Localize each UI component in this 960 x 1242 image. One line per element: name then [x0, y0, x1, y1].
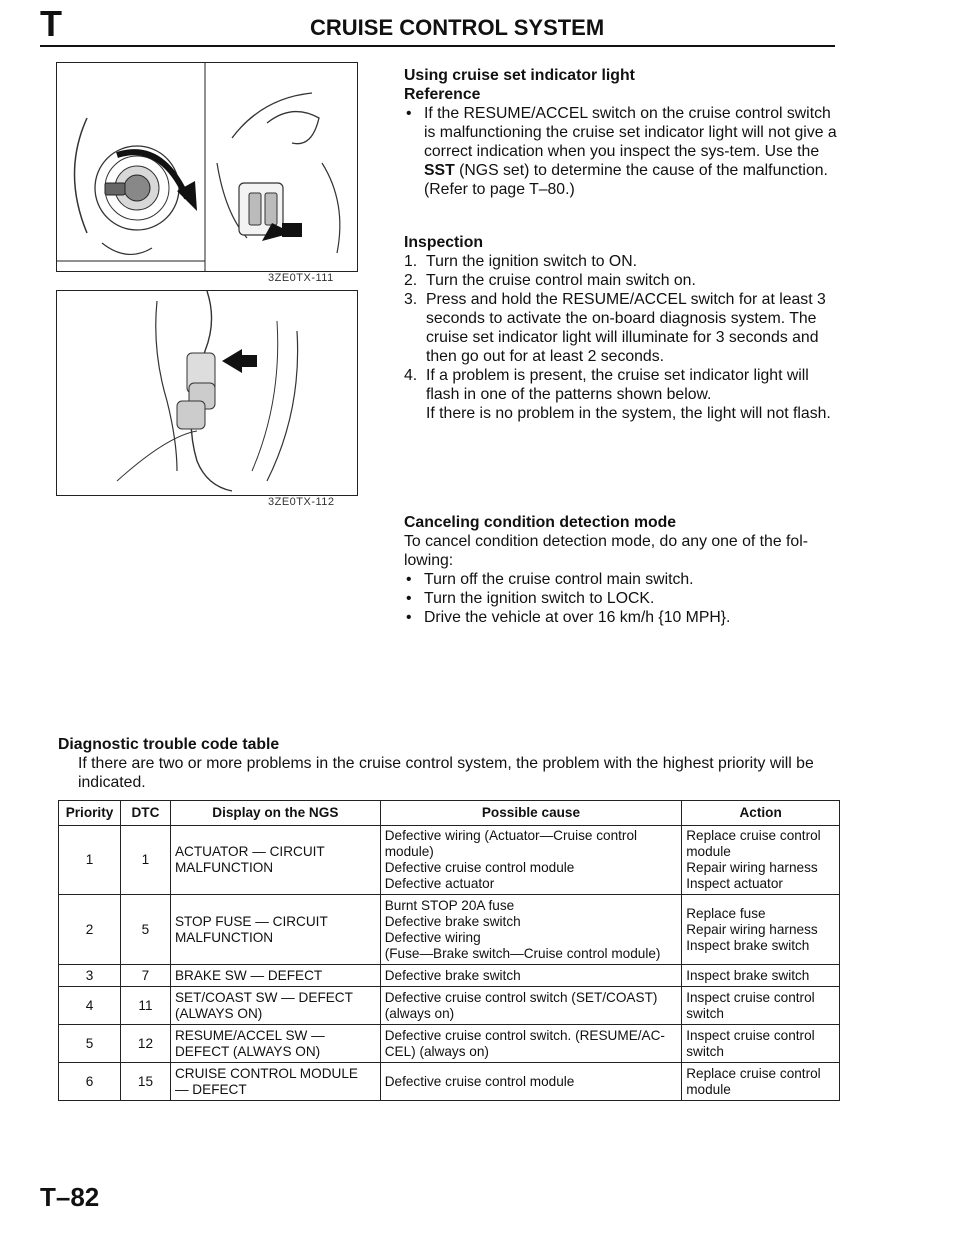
cause-text: Defective cruise control module — [384, 1073, 575, 1089]
ignition-switch-illustration — [57, 63, 357, 271]
column-header: DTC — [120, 801, 170, 826]
display-text: ACTUATOR — CIRCUIT MALFUNCTION — [174, 844, 325, 875]
step-text: Turn the ignition switch to ON. — [426, 253, 638, 270]
step-number: 1. — [404, 253, 418, 270]
display-cell — [170, 826, 380, 895]
step-text: Press and hold the RESUME/ACCEL switch for at least 3 seconds to activate the on-board diagnosis system. The cruise set indicator light will illuminate for 3 seconds and then go out for at least 2 seconds. — [426, 291, 826, 365]
table-row — [59, 1063, 840, 1101]
cause-cell — [380, 1063, 682, 1101]
indicator-section — [404, 66, 844, 199]
cause-text: Defective wiring (Actuator—Cruise control module) Defective cruise control module Defective actuator — [384, 828, 638, 891]
step-text: If a problem is present, the cruise set indicator light will flash in one of the patterns shown below. — [426, 367, 809, 403]
dtc-cell: 5 — [120, 895, 170, 965]
reference-bullet — [404, 104, 844, 180]
steering-wheel-illustration — [57, 291, 357, 495]
action-text: Replace cruise control module — [686, 1065, 821, 1097]
dtc-cell: 1 — [120, 826, 170, 895]
display-text: BRAKE SW — DEFECT — [174, 967, 323, 983]
step-number: 2. — [404, 272, 418, 289]
column-header: Action — [682, 801, 840, 826]
cause-cell — [380, 895, 682, 965]
column-header: Possible cause — [380, 801, 682, 826]
table-row — [59, 987, 840, 1025]
cause-cell — [380, 1025, 682, 1063]
action-cell — [682, 987, 840, 1025]
priority-cell: 1 — [59, 826, 121, 895]
display-cell — [170, 1063, 380, 1101]
display-text: STOP FUSE — CIRCUIT MALFUNCTION — [174, 913, 328, 945]
priority-cell: 3 — [59, 965, 121, 987]
display-cell — [170, 895, 380, 965]
reference-text: If the RESUME/ACCEL switch on the cruise control switch is malfunctioning the cruise set indicator light will not give a correct indication when you inspect the sys-tem. Use the — [424, 105, 837, 160]
dtc-heading: Diagnostic trouble code table — [58, 736, 280, 753]
dtc-intro: If there are two or more problems in the cruise control system, the problem with the highest priority will be indicated. — [78, 755, 814, 791]
action-text: Inspect brake switch — [686, 967, 810, 983]
action-cell — [682, 826, 840, 895]
action-cell — [682, 965, 840, 987]
dtc-cell: 12 — [120, 1025, 170, 1063]
canceling-heading: Canceling condition detection mode — [404, 514, 677, 531]
inspection-section — [404, 233, 844, 423]
header-rule — [40, 45, 835, 47]
display-text: SET/COAST SW — DEFECT (ALWAYS ON) — [174, 989, 353, 1021]
table-row — [59, 965, 840, 987]
cause-text: Defective cruise control switch (SET/COAST) (always on) — [384, 989, 658, 1021]
cause-cell — [380, 987, 682, 1025]
page-number: T–82 — [40, 1182, 100, 1212]
inspection-step — [404, 252, 844, 271]
inspection-heading: Inspection — [404, 234, 483, 251]
step-number: 3. — [404, 291, 418, 308]
refer-note: (Refer to page T–80.) — [424, 181, 575, 198]
dtc-cell: 7 — [120, 965, 170, 987]
cause-text: Burnt STOP 20A fuse Defective brake switch Defective wiring (Fuse—Brake switch—Cruise control module) — [384, 897, 661, 961]
figure-steering-switch — [56, 290, 358, 496]
table-row — [59, 826, 840, 895]
table-row — [59, 1025, 840, 1063]
action-cell — [682, 895, 840, 965]
action-text: Replace fuse Repair wiring harness Inspect brake switch — [686, 905, 818, 953]
priority-cell: 6 — [59, 1063, 121, 1101]
figure-code: 3ZE0TX-111 — [268, 272, 334, 284]
column-header: Priority — [59, 801, 121, 826]
section-letter: T — [40, 3, 62, 44]
action-text: Inspect cruise control switch — [686, 1027, 815, 1059]
action-text: Inspect cruise control switch — [686, 989, 815, 1021]
priority-cell: 2 — [59, 895, 121, 965]
canceling-section — [404, 513, 844, 627]
column-header: Display on the NGS — [170, 801, 380, 826]
priority-cell: 5 — [59, 1025, 121, 1063]
dtc-table — [58, 800, 840, 1101]
display-text: RESUME/ACCEL SW — DEFECT (ALWAYS ON) — [174, 1027, 325, 1059]
action-text: Replace cruise control module Repair wiring harness Inspect actuator — [686, 828, 821, 891]
action-cell — [682, 1063, 840, 1101]
display-cell — [170, 1025, 380, 1063]
step-text: Turn the cruise control main switch on. — [426, 272, 696, 289]
cause-cell — [380, 826, 682, 895]
display-cell — [170, 965, 380, 987]
display-cell — [170, 987, 380, 1025]
priority-cell: 4 — [59, 987, 121, 1025]
table-header-row — [59, 801, 840, 826]
action-cell — [682, 1025, 840, 1063]
cause-text: Defective brake switch — [384, 967, 521, 983]
reference-heading: Reference — [404, 86, 481, 103]
cause-cell — [380, 965, 682, 987]
indicator-heading: Using cruise set indicator light — [404, 67, 635, 84]
figure-code: 3ZE0TX-112 — [268, 496, 335, 508]
inspection-step — [404, 271, 844, 290]
sst-label: SST — [424, 162, 455, 179]
page-title: CRUISE CONTROL SYSTEM — [310, 15, 605, 40]
dtc-cell: 11 — [120, 987, 170, 1025]
step-number: 4. — [404, 367, 418, 384]
dtc-cell: 15 — [120, 1063, 170, 1101]
figure-ignition-and-main-switch — [56, 62, 358, 272]
step-note: If there is no problem in the system, the light will not flash. — [426, 405, 831, 422]
canceling-intro: To cancel condition detection mode, do any one of the fol-lowing: — [404, 533, 808, 569]
canceling-bullet: • Drive the vehicle at over 16 km/h {10 MPH}. — [404, 608, 844, 627]
canceling-bullet: • Turn off the cruise control main switch. — [404, 570, 844, 589]
canceling-bullet: • Turn the ignition switch to LOCK. — [404, 589, 844, 608]
inspection-step — [404, 290, 844, 366]
display-text: CRUISE CONTROL MODULE — DEFECT — [174, 1065, 358, 1097]
reference-text-tail: (NGS set) to determine the cause of the malfunction. — [459, 162, 828, 179]
cause-text: Defective cruise control switch. (RESUME/AC- CEL) (always on) — [384, 1027, 665, 1059]
table-row — [59, 895, 840, 965]
inspection-step — [404, 366, 844, 404]
